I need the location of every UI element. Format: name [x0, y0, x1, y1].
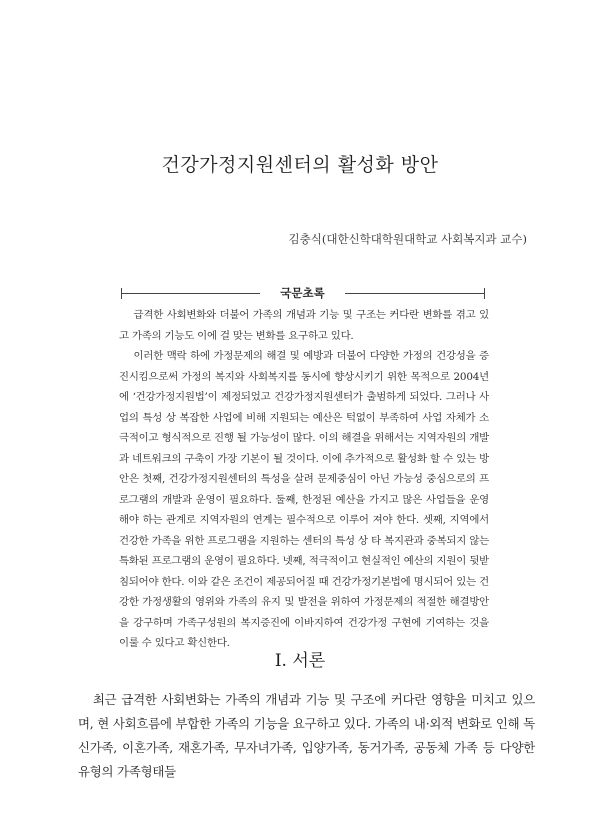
abstract-header — [117, 284, 489, 302]
section-heading: Ⅰ. 서론 — [274, 651, 326, 671]
section-body — [78, 688, 535, 784]
abstract-header-right-rule — [345, 293, 485, 294]
abstract-paragraph: 이러한 맥락 하에 가정문제의 해결 및 예방과 더불어 다양한 가정의 건강성을 증진시킴으로써 가정의 복지와 사회복지를 동시에 향상시키기 위한 목적으로 2004년에 ‘건강가정지원법’이 제정되었고 건강가정지원센터가 출범하게 되었다. 그러나 사업의 특성 상 복잡한 사업에 비해 지원되는 예산은 턱없이 부족하여 사업 자체가 소극적이고 형식적으로 진행 될 가능성이 많다. 이의 해결을 위해서는 지역자원의 개발과 네트워크의 구축이 가장 기본이 될 것이다. 이에 추가적으로 활성화 할 수 있는 방안은 첫째, 건강가정지원센터의 특성을 살려 문제중심이 아닌 가능성 중심으로의 프로그램의 개발과 운영이 필요하다. 둘째, 한정된 예산을 가지고 많은 사업들을 운영해야 하는 관계로 지역자원의 연계는 필수적으로 이루어 져야 한다. 셋째, 지역에서 건강한 가족을 위한 프로그램을 지원하는 센터의 특성 상 타 복지관과 중복되지 않는 특화된 프로그램의 운영이 필요하다. 넷째, 적극적이고 현실적인 예산의 지원이 뒷받침되어야 한다. 이와 같은 조건이 제공되어질 때 건강가정기본법에 명시되어 있는 건강한 가정생활의 영위와 가족의 유지 및 발전을 위하여 가정문제의 적절한 해결방안을 강구하며 가족구성원의 복지증진에 이바지하여 건강가정 구현에 기여하는 것을 이룰 수 있다고 확신한다. — [119, 350, 489, 649]
abstract-header-right-cap — [484, 288, 485, 299]
author-affiliation: 김충식(대한신학대학원대학교 사회복지과 교수) — [288, 232, 527, 246]
paper-title: 건강가정지원센터의 활성화 방안 — [161, 154, 439, 176]
abstract-body — [119, 305, 489, 654]
abstract-paragraph: 급격한 사회변화와 더불어 가족의 개념과 기능 및 구조는 커다란 변화를 겪고 있고 가족의 기능도 이에 걸 맞는 변화를 요구하고 있다. — [119, 309, 489, 342]
body-paragraph: 최근 급격한 사회변화는 가족의 개념과 기능 및 구조에 커다란 영향을 미치고 있으며, 현 사회흐름에 부합한 가족의 기능을 요구하고 있다. 가족의 내·외적 변화로 인해 독신가족, 이혼가족, 재혼가족, 무자녀가족, 입양가족, 동거가족, 공동체 가족 등 다양한 유형의 가족형태들 — [78, 692, 535, 779]
abstract-header-left-rule — [121, 293, 260, 294]
abstract-label: 국문초록 — [280, 286, 325, 300]
